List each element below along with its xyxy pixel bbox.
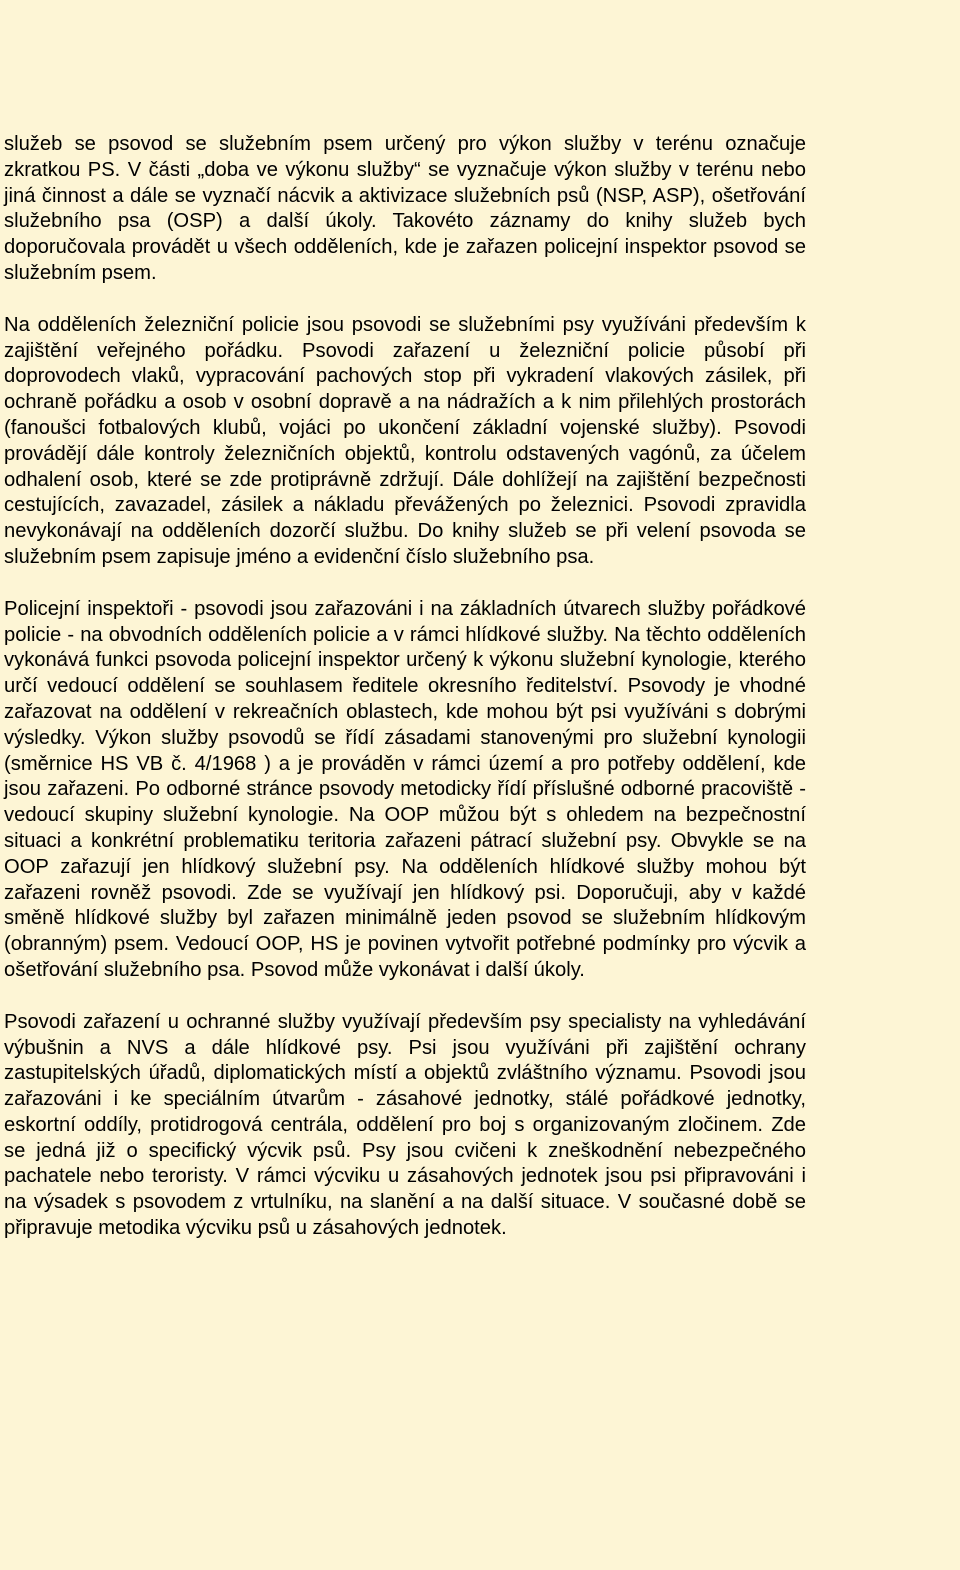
paragraph-1: služeb se psovod se služebním psem určený pro výkon služby v terénu označuje zkratkou PS. V části „doba ve výkonu služby“ se vyznačuje výkon služby v terénu nebo jiná činnost a dále se vyznačí nácvik a aktivizace služebních psů (NSP, ASP), ošetřování služebního psa (OSP) a další úkoly. Takovéto záznamy do knihy služeb bych doporučovala provádět u všech odděleních, kde je zařazen policejní inspektor psovod se služebním psem.: [4, 133, 806, 284]
paragraph-2: Na odděleních železniční policie jsou psovodi se služebními psy využíváni především k zajištění veřejného pořádku. Psovodi zařazení u železniční policie působí při doprovodech vlaků, vypracování pachových stop při vykradení vlakových zásilek, při ochraně pořádku a osob v osobní dopravě a na nádražích a k nim přilehlých prostorách (fanoušci fotbalových klubů, vojáci po ukončení základní vojenské služby). Psovodi provádějí dále kontroly železničních objektů, kontrolu odstavených vagónů, za účelem odhalení osob, které se zde protiprávně zdržují. Dále dohlížejí na zajištění bezpečnosti cestujících, zavazadel, zásilek a nákladu převážených po železnici. Psovodi zpravidla nevykonávají na odděleních dozorčí službu. Do knihy služeb se při velení psovoda se služebním psem zapisuje jméno a evidenční číslo služebního psa.: [4, 313, 806, 568]
paragraph-4: Psovodi zařazení u ochranné služby využívají především psy specialisty na vyhledávání výbušnin a NVS a dále hlídkové psy. Psi jsou využíváni při zajištění ochrany zastupitelských úřadů, diplomatických místí a objektů zvláštního významu. Psovodi jsou zařazováni i ke speciálním útvarům - zásahové jednotky, stálé pořádkové jednotky, eskortní oddíly, protidrogová centrála, oddělení pro boj s organizovaným zločinem. Zde se jedná již o specifický výcvik psů. Psy jsou cvičeni k zneškodnění nebezpečného pachatele nebo teroristy. V rámci výcviku u zásahových jednotek jsou psi připravováni i na výsadek s psovodem z vrtulníku, na slanění a na další situace. V současné době se připravuje metodika výcviku psů u zásahových jednotek.: [4, 1010, 806, 1240]
document-body: [4, 132, 806, 1268]
paragraph-3: Policejní inspektoři - psovodi jsou zařazováni i na základních útvarech služby pořádkové policie - na obvodních odděleních policie a v rámci hlídkové služby. Na těchto odděleních vykonává funkci psovoda policejní inspektor určený k výkonu služební kynologie, kterého určí vedoucí oddělení se souhlasem ředitele okresního ředitelství. Psovody je vhodné zařazovat na oddělení v rekreačních oblastech, kde mohou být psi využíváni s dobrými výsledky. Výkon služby psovodů se řídí zásadami stanovenými pro služební kynologii (směrnice HS VB č. 4/1968 ) a je prováděn v rámci území a pro potřeby oddělení, kde jsou zařazeni. Po odborné stránce psovody metodicky řídí příslušné odborné pracoviště - vedoucí skupiny služební kynologie. Na OOP můžou být s ohledem na bezpečnostní situaci a konkrétní problematiku teritoria zařazeni pátrací služební psy. Obvykle se na OOP zařazují jen hlídkový služební psy. Na odděleních hlídkové služby mohou být zařazeni rovněž psovodi. Zde se využívají jen hlídkový psi. Doporučuji, aby v každé směně hlídkové služby byl zařazen minimálně jeden psovod se služebním hlídkovým (obranným) psem. Vedoucí OOP, HS je povinen vytvořit potřebné podmínky pro výcvik a ošetřování služebního psa. Psovod může vykonávat i další úkoly.: [4, 597, 806, 981]
